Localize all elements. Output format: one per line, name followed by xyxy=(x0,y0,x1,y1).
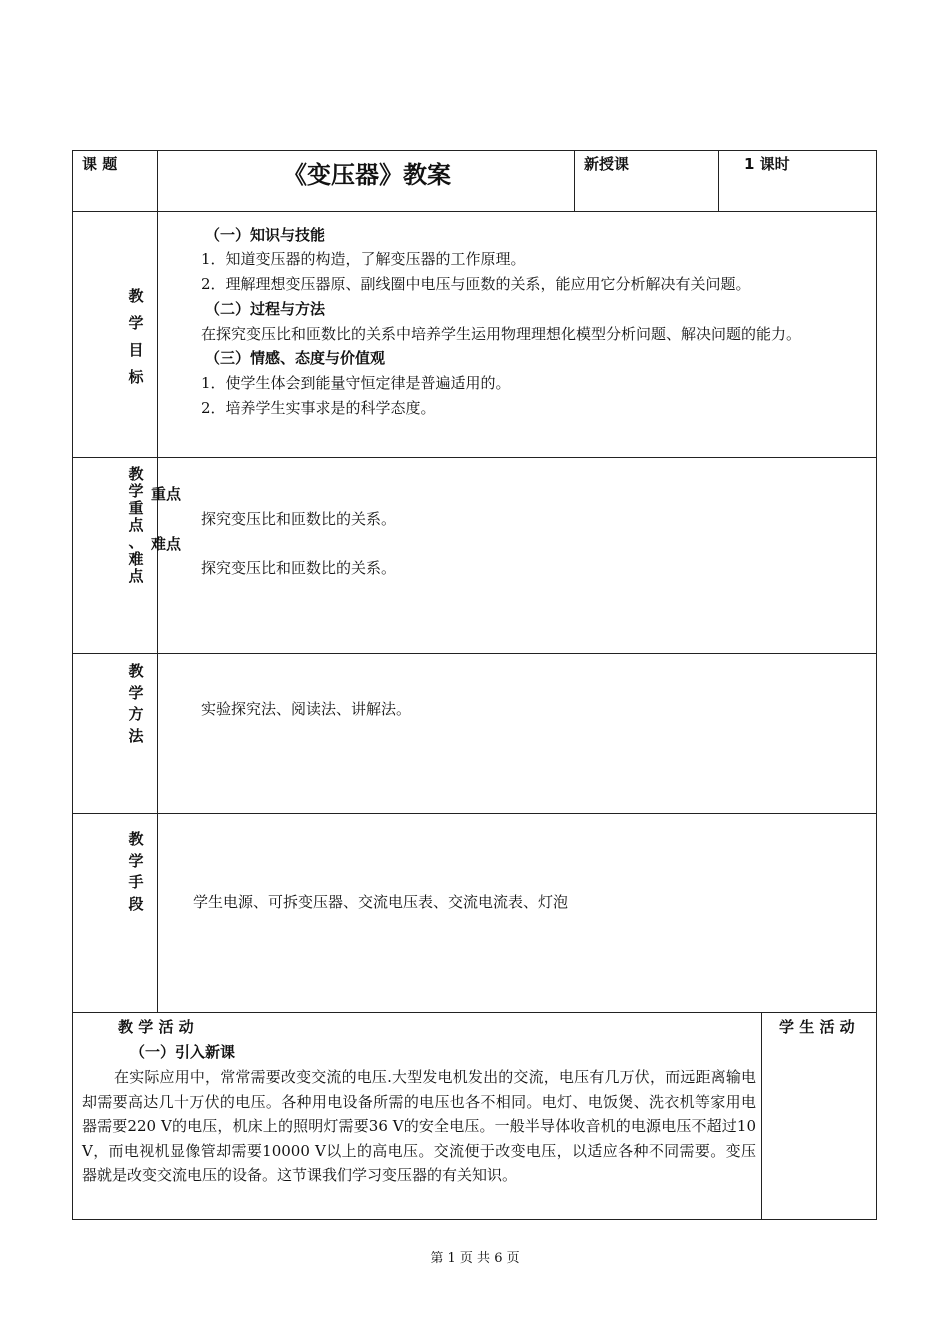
key-point-label: 重点 xyxy=(151,485,182,503)
lesson-type: 新授课 xyxy=(584,155,630,173)
table-border-bottom xyxy=(72,1219,877,1220)
type-hours-divider xyxy=(718,150,719,211)
row-divider-1 xyxy=(72,211,877,212)
page-number: 第 1 页 共 6 页 xyxy=(430,1251,520,1266)
title-type-divider xyxy=(574,150,575,211)
key-point-text: 探究变压比和匝数比的关系。 xyxy=(201,510,397,528)
row-divider-4 xyxy=(72,813,877,814)
table-border-right xyxy=(876,150,877,1220)
teacher-activity-header: 教 学 活 动 xyxy=(118,1018,194,1036)
lesson-hours: 1 课时 xyxy=(744,155,790,173)
knowledge-item-1: 1．知道变压器的构造，了解变压器的工作原理。 xyxy=(201,250,526,268)
intro-paragraph: 在实际应用中，常常需要改变交流的电压.大型发电机发出的交流，电压有几万伏，而远距离输电却需要高达几十万伏的电压。各种用电设备所需的电压也各不相同。电灯、电饭煲、洗衣机等家用电器需要220 V的电压，机床上的照明灯需要36 V的安全电压。一般半导体收音机的电源电压不超过10 V，而电视机显像管却需要10000 V以上的高电压。交流便于改变电压，以适应各种不同需要。变压器就是改变交流电压的设备。这节课我们学习变压器的有关知识。 xyxy=(82,1068,756,1184)
topic-label: 课 题 xyxy=(82,155,118,173)
knowledge-heading: （一）知识与技能 xyxy=(205,226,326,244)
table-border-left xyxy=(72,150,73,1220)
methods-text: 实验探究法、阅读法、讲解法。 xyxy=(201,700,412,718)
student-column-divider xyxy=(761,1012,762,1219)
row-divider-5 xyxy=(72,1012,877,1013)
knowledge-item-2: 2．理解理想变压器原、副线圈中电压与匝数的关系，能应用它分析解决有关问题。 xyxy=(201,275,751,293)
intro-heading: （一）引入新课 xyxy=(130,1043,236,1061)
process-heading: （二）过程与方法 xyxy=(205,300,326,318)
page-title: 《变压器》教案 xyxy=(283,161,451,189)
objectives-label: 教 学 目 标 xyxy=(128,287,144,386)
row-divider-3 xyxy=(72,653,877,654)
emotion-item-1: 1．使学生体会到能量守恒定律是普遍适用的。 xyxy=(201,374,511,392)
key-points-label: 教 学 重 点 、 难 点 xyxy=(128,465,144,585)
emotion-item-2: 2．培养学生实事求是的科学态度。 xyxy=(201,399,436,417)
label-column-divider xyxy=(157,150,158,1012)
student-activity-header: 学 生 活 动 xyxy=(779,1018,855,1036)
methods-label: 教 学 方 法 xyxy=(128,662,144,745)
table-border-top xyxy=(72,150,877,151)
means-text: 学生电源、可拆变压器、交流电压表、交流电流表、灯泡 xyxy=(193,893,569,911)
difficult-point-text: 探究变压比和匝数比的关系。 xyxy=(201,559,397,577)
emotion-heading: （三）情感、态度与价值观 xyxy=(205,349,386,367)
means-label: 教 学 手 段 xyxy=(128,830,144,913)
row-divider-2 xyxy=(72,457,877,458)
difficult-point-label: 难点 xyxy=(151,535,182,553)
process-item-1: 在探究变压比和匝数比的关系中培养学生运用物理理想化模型分析问题、解决问题的能力。 xyxy=(201,325,802,343)
